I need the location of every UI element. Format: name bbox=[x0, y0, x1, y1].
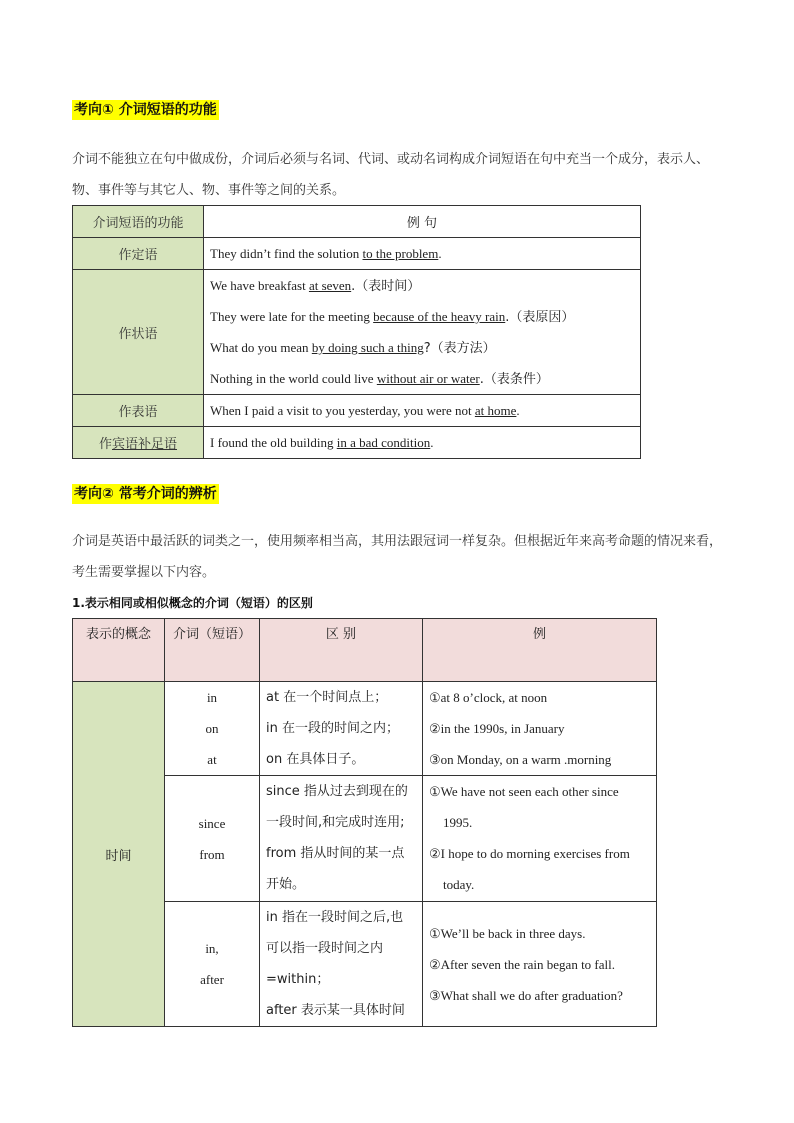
preposition: at bbox=[207, 752, 217, 767]
section1-intro: 介词不能独立在句中做成份，介词后必须与名词、代词、或动名词构成介词短语在句中充当一个成分，表示人、物、事件等与其它人、物、事件等之间的关系。 bbox=[72, 152, 710, 198]
prep-phrase: by doing such a thing bbox=[311, 340, 424, 355]
table2-header-concept: 表示的概念 bbox=[73, 619, 165, 682]
prep-phrase: to the problem bbox=[362, 246, 439, 261]
difference-line: on 在具体日子。 bbox=[266, 752, 365, 767]
sentence-text: . bbox=[438, 246, 442, 261]
example-sentence bbox=[210, 427, 634, 458]
concept-cell: 时间 bbox=[73, 682, 165, 1027]
sentence-text: What do you mean bbox=[210, 340, 312, 355]
example-cell bbox=[204, 270, 641, 395]
prep-phrase: at seven bbox=[308, 278, 352, 293]
example-line: ②in the 1990s, in January bbox=[429, 721, 565, 736]
section2-intro: 介词是英语中最活跃的词类之一，使用频率相当高，其用法跟冠词一样复杂。但根据近年来高考命题的情况来看，考生需要掌握以下内容。 bbox=[72, 534, 723, 580]
example-line: ①We have not seen each other since bbox=[429, 784, 619, 799]
example-sentence bbox=[210, 238, 634, 269]
sentence-text: . bbox=[430, 435, 434, 450]
difference-line: 开始。 bbox=[266, 877, 306, 892]
sentence-text: They didn’t find the solution bbox=[210, 246, 363, 261]
example-line: ③on Monday, on a warm .morning bbox=[429, 752, 612, 767]
diff-cell bbox=[260, 682, 423, 776]
difference-line: since 指从过去到现在的 bbox=[266, 784, 408, 799]
function-cell bbox=[73, 427, 204, 459]
example-line: ③What shall we do after graduation? bbox=[429, 987, 623, 1003]
difference-line: =within； bbox=[266, 972, 330, 987]
sentence-text: .（表原因） bbox=[505, 310, 575, 325]
example-sentence bbox=[210, 395, 634, 426]
example-sentence bbox=[210, 301, 634, 332]
example-line: ②I hope to do morning exercises from bbox=[429, 846, 630, 861]
prep-phrase: at home bbox=[474, 403, 517, 418]
section2-subheading: 1.表示相同或相似概念的介词（短语）的区别 bbox=[72, 596, 313, 610]
preposition-table bbox=[72, 618, 657, 1027]
table2-header-difference: 区 别 bbox=[260, 619, 423, 682]
prep-cell bbox=[165, 902, 260, 1027]
section2-heading: 考向② 常考介词的辨析 bbox=[74, 486, 217, 502]
function-cell: 作表语 bbox=[73, 395, 204, 427]
table-row bbox=[73, 395, 641, 427]
prep-phrase: in a bad condition bbox=[336, 435, 431, 450]
function-cell: 作定语 bbox=[73, 238, 204, 270]
table-row bbox=[73, 682, 657, 776]
prep-phrase: without air or water bbox=[376, 371, 480, 386]
difference-line: in 指在一段时间之后,也 bbox=[266, 910, 404, 925]
table2-header-preposition: 介词（短语） bbox=[165, 619, 260, 682]
function-underlined: 宾语补足语 bbox=[112, 437, 178, 452]
prep-cell bbox=[165, 682, 260, 776]
example-sentence bbox=[210, 270, 634, 301]
example-line: ②After seven the rain began to fall. bbox=[429, 956, 615, 972]
example-sentence bbox=[210, 363, 634, 394]
example-sentence bbox=[210, 332, 634, 363]
diff-cell bbox=[260, 776, 423, 902]
function-cell: 作状语 bbox=[73, 270, 204, 395]
difference-line: 一段时间,和完成时连用; bbox=[266, 815, 405, 830]
table-row bbox=[73, 238, 641, 270]
sentence-text: .（表时间） bbox=[351, 279, 421, 294]
sentence-text: .（表条件） bbox=[479, 372, 549, 387]
preposition: since bbox=[198, 815, 226, 831]
example-line: today. bbox=[443, 877, 475, 892]
sentence-text: We have breakfast bbox=[210, 278, 309, 293]
preposition: from bbox=[199, 846, 225, 862]
preposition: in bbox=[206, 690, 218, 705]
diff-cell bbox=[260, 902, 423, 1027]
difference-line: from 指从时间的某一点 bbox=[266, 846, 405, 861]
difference-line: in 在一段的时间之内； bbox=[266, 721, 399, 736]
example-cell bbox=[204, 238, 641, 270]
sentence-text: ?（表方法） bbox=[423, 341, 496, 356]
example-line: ①at 8 o’clock, at noon bbox=[429, 690, 548, 705]
preposition: in, bbox=[205, 941, 219, 956]
table-row bbox=[73, 270, 641, 395]
table-row bbox=[73, 427, 641, 459]
prep-phrase: because of the heavy rain bbox=[373, 309, 506, 324]
prep-cell bbox=[165, 776, 260, 902]
sentence-text: . bbox=[516, 403, 520, 418]
preposition: after bbox=[200, 972, 224, 987]
sentence-text: Nothing in the world could live bbox=[210, 371, 377, 386]
table1-header-function: 介词短语的功能 bbox=[73, 206, 204, 238]
example-cell bbox=[204, 395, 641, 427]
section1-heading: 考向① 介词短语的功能 bbox=[74, 102, 217, 118]
example-cell bbox=[423, 902, 657, 1027]
example-cell bbox=[423, 776, 657, 902]
table2-header-example: 例 bbox=[423, 619, 657, 682]
function-table bbox=[72, 205, 641, 459]
difference-line: 可以指一段时间之内 bbox=[266, 941, 384, 956]
sentence-text: They were late for the meeting bbox=[210, 309, 374, 324]
example-line: 1995. bbox=[443, 815, 473, 830]
example-line: ①We’ll be back in three days. bbox=[429, 925, 586, 941]
preposition: on bbox=[205, 721, 219, 736]
table1-header-example: 例 句 bbox=[204, 206, 641, 238]
sentence-text: When I paid a visit to you yesterday, you were not bbox=[210, 403, 475, 418]
example-cell bbox=[423, 682, 657, 776]
example-cell bbox=[204, 427, 641, 459]
difference-line: at 在一个时间点上； bbox=[266, 690, 388, 705]
function-prefix: 作 bbox=[98, 437, 112, 452]
difference-line: after 表示某一具体时间 bbox=[266, 1003, 405, 1018]
sentence-text: I found the old building bbox=[210, 435, 337, 450]
